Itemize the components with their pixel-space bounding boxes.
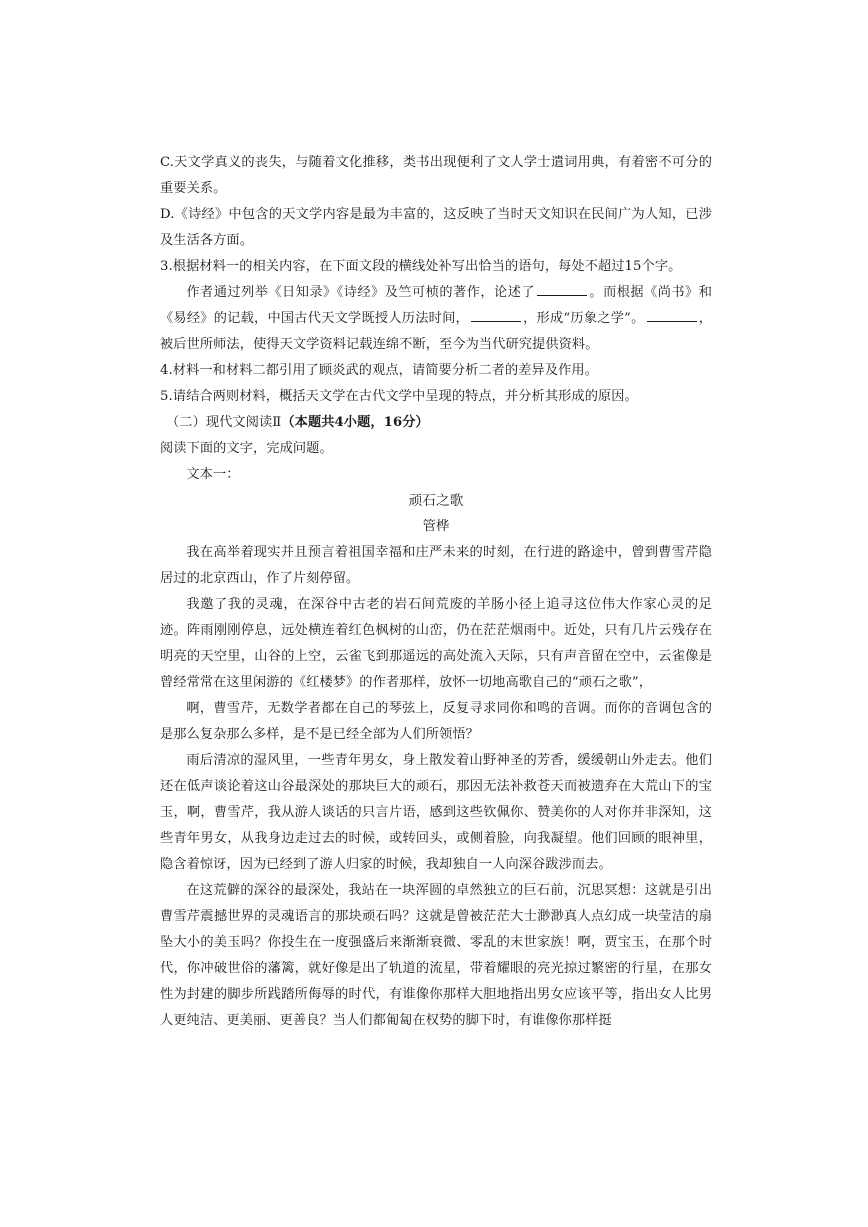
q2-option-d: D.《诗经》中包含的天文学内容是最为丰富的，这反映了当时天文知识在民间广为人知，已涉及生活各方面。 <box>160 207 712 248</box>
section-info: （本题共4小题，16分） <box>281 415 429 430</box>
answer-blank-2[interactable] <box>471 309 521 322</box>
article-paragraph: 雨后清凉的湿风里，一些青年男女，身上散发着山野神圣的芳香，缓缓朝山外走去。他们还在低声谈论着这山谷最深处的那块巨大的顽石，那因无法补救苍天而被遗弃在大荒山下的宝玉，啊，曹雪芹，我从游人谈话的只言片语，感到这些钦佩你、赞美你的人对你并非深知，这些青年男女，从我身边走过去的时候，或转回头，或侧着脸，向我凝望。他们回顾的眼神里，隐含着惊讶，因为已经到了游人归家的时候，我却独自一人向深谷跋涉而去。 <box>160 753 712 872</box>
article-title: 顽石之歌 <box>408 493 464 509</box>
answer-blank-3[interactable] <box>647 309 697 322</box>
q3-text-b: 。而根据《尚书》和《易经》的记载，中国古代天文学既授人历法时间， <box>160 285 712 326</box>
article-author: 管桦 <box>422 519 450 534</box>
article-paragraph: 在这荒僻的深谷的最深处，我站在一块浑圆的卓然独立的巨石前，沉思冥想：这就是引出曹雪芹震撼世界的灵魂语言的那块顽石吗？这就是曾被茫茫大士渺渺真人点幻成一块莹洁的扇坠大小的美玉吗？你投生在一度强盛后来渐渐衰微、零乱的末世家族！啊，贾宝玉，在那个时代，你冲破世俗的藩篱，就好像是出了轨道的流星，带着耀眼的亮光掠过繁密的行星，在那女性为封建的脚步所践踏所侮辱的时代，有谁像你那样大胆地指出男女应该平等，指出女人比男人更纯洁、更美丽、更善良？当人们都匍匐在权势的脚下时，有谁像你那样挺 <box>160 883 712 1028</box>
q5-stem: 5.请结合两则材料，概括天文学在古代文学中呈现的特点，并分析其形成的原因。 <box>160 389 638 404</box>
q4-stem: 4.材料一和材料二都引用了顾炎武的观点，请简要分析二者的差异及作用。 <box>160 363 598 378</box>
article-paragraph: 我邀了我的灵魂，在深谷中古老的岩石间荒废的羊肠小径上追寻这位伟大作家心灵的足迹。阵雨刚刚停息，远处横连着红色枫树的山峦，仍在茫茫烟雨中。近处，只有几片云残存在明亮的天空里，山谷的上空，云雀飞到那遥远的高处流入天际，只有声音留在空中，云雀像是曾经常常在这里闲游的《红楼梦》的作者那样，放怀一切地高歌自己的“顽石之歌”， <box>160 597 712 690</box>
reading-instruction: 阅读下面的文字，完成问题。 <box>160 441 333 456</box>
q3-text-d: ，被后世所师法，使得天文学资料记载连绵不断，至今为当代研究提供资料。 <box>160 311 712 352</box>
section-heading <box>160 410 712 436</box>
document-body <box>160 150 712 1034</box>
q3-stem: 3.根据材料一的相关内容，在下面文段的横线处补写出恰当的语句，每处不超过15个字。 <box>160 259 682 274</box>
q3-text-a: 作者通过列举《日知录》《诗经》及竺可桢的著作，论述了 <box>186 285 536 300</box>
section-prefix: （二）现代文阅读Ⅱ <box>166 415 282 430</box>
article-paragraph: 我在高举着现实并且预言着祖国幸福和庄严未来的时刻，在行进的路途中，曾到曹雪芹隐居过的北京西山，作了片刻停留。 <box>160 545 712 586</box>
answer-blank-1[interactable] <box>537 283 587 296</box>
text-label: 文本一： <box>186 467 240 482</box>
q3-fill-paragraph <box>160 280 712 358</box>
q2-option-c: C.天文学真义的丧失，与随着文化推移，类书出现便利了文人学士遣词用典，有着密不可分的重要关系。 <box>160 155 712 196</box>
q3-text-c: ，形成“历象之学”。 <box>522 311 645 326</box>
article-paragraph: 啊，曹雪芹，无数学者都在自己的琴弦上，反复寻求同你和鸣的音调。而你的音调包含的是那么复杂那么多样，是不是已经全部为人们所领悟？ <box>160 701 712 742</box>
